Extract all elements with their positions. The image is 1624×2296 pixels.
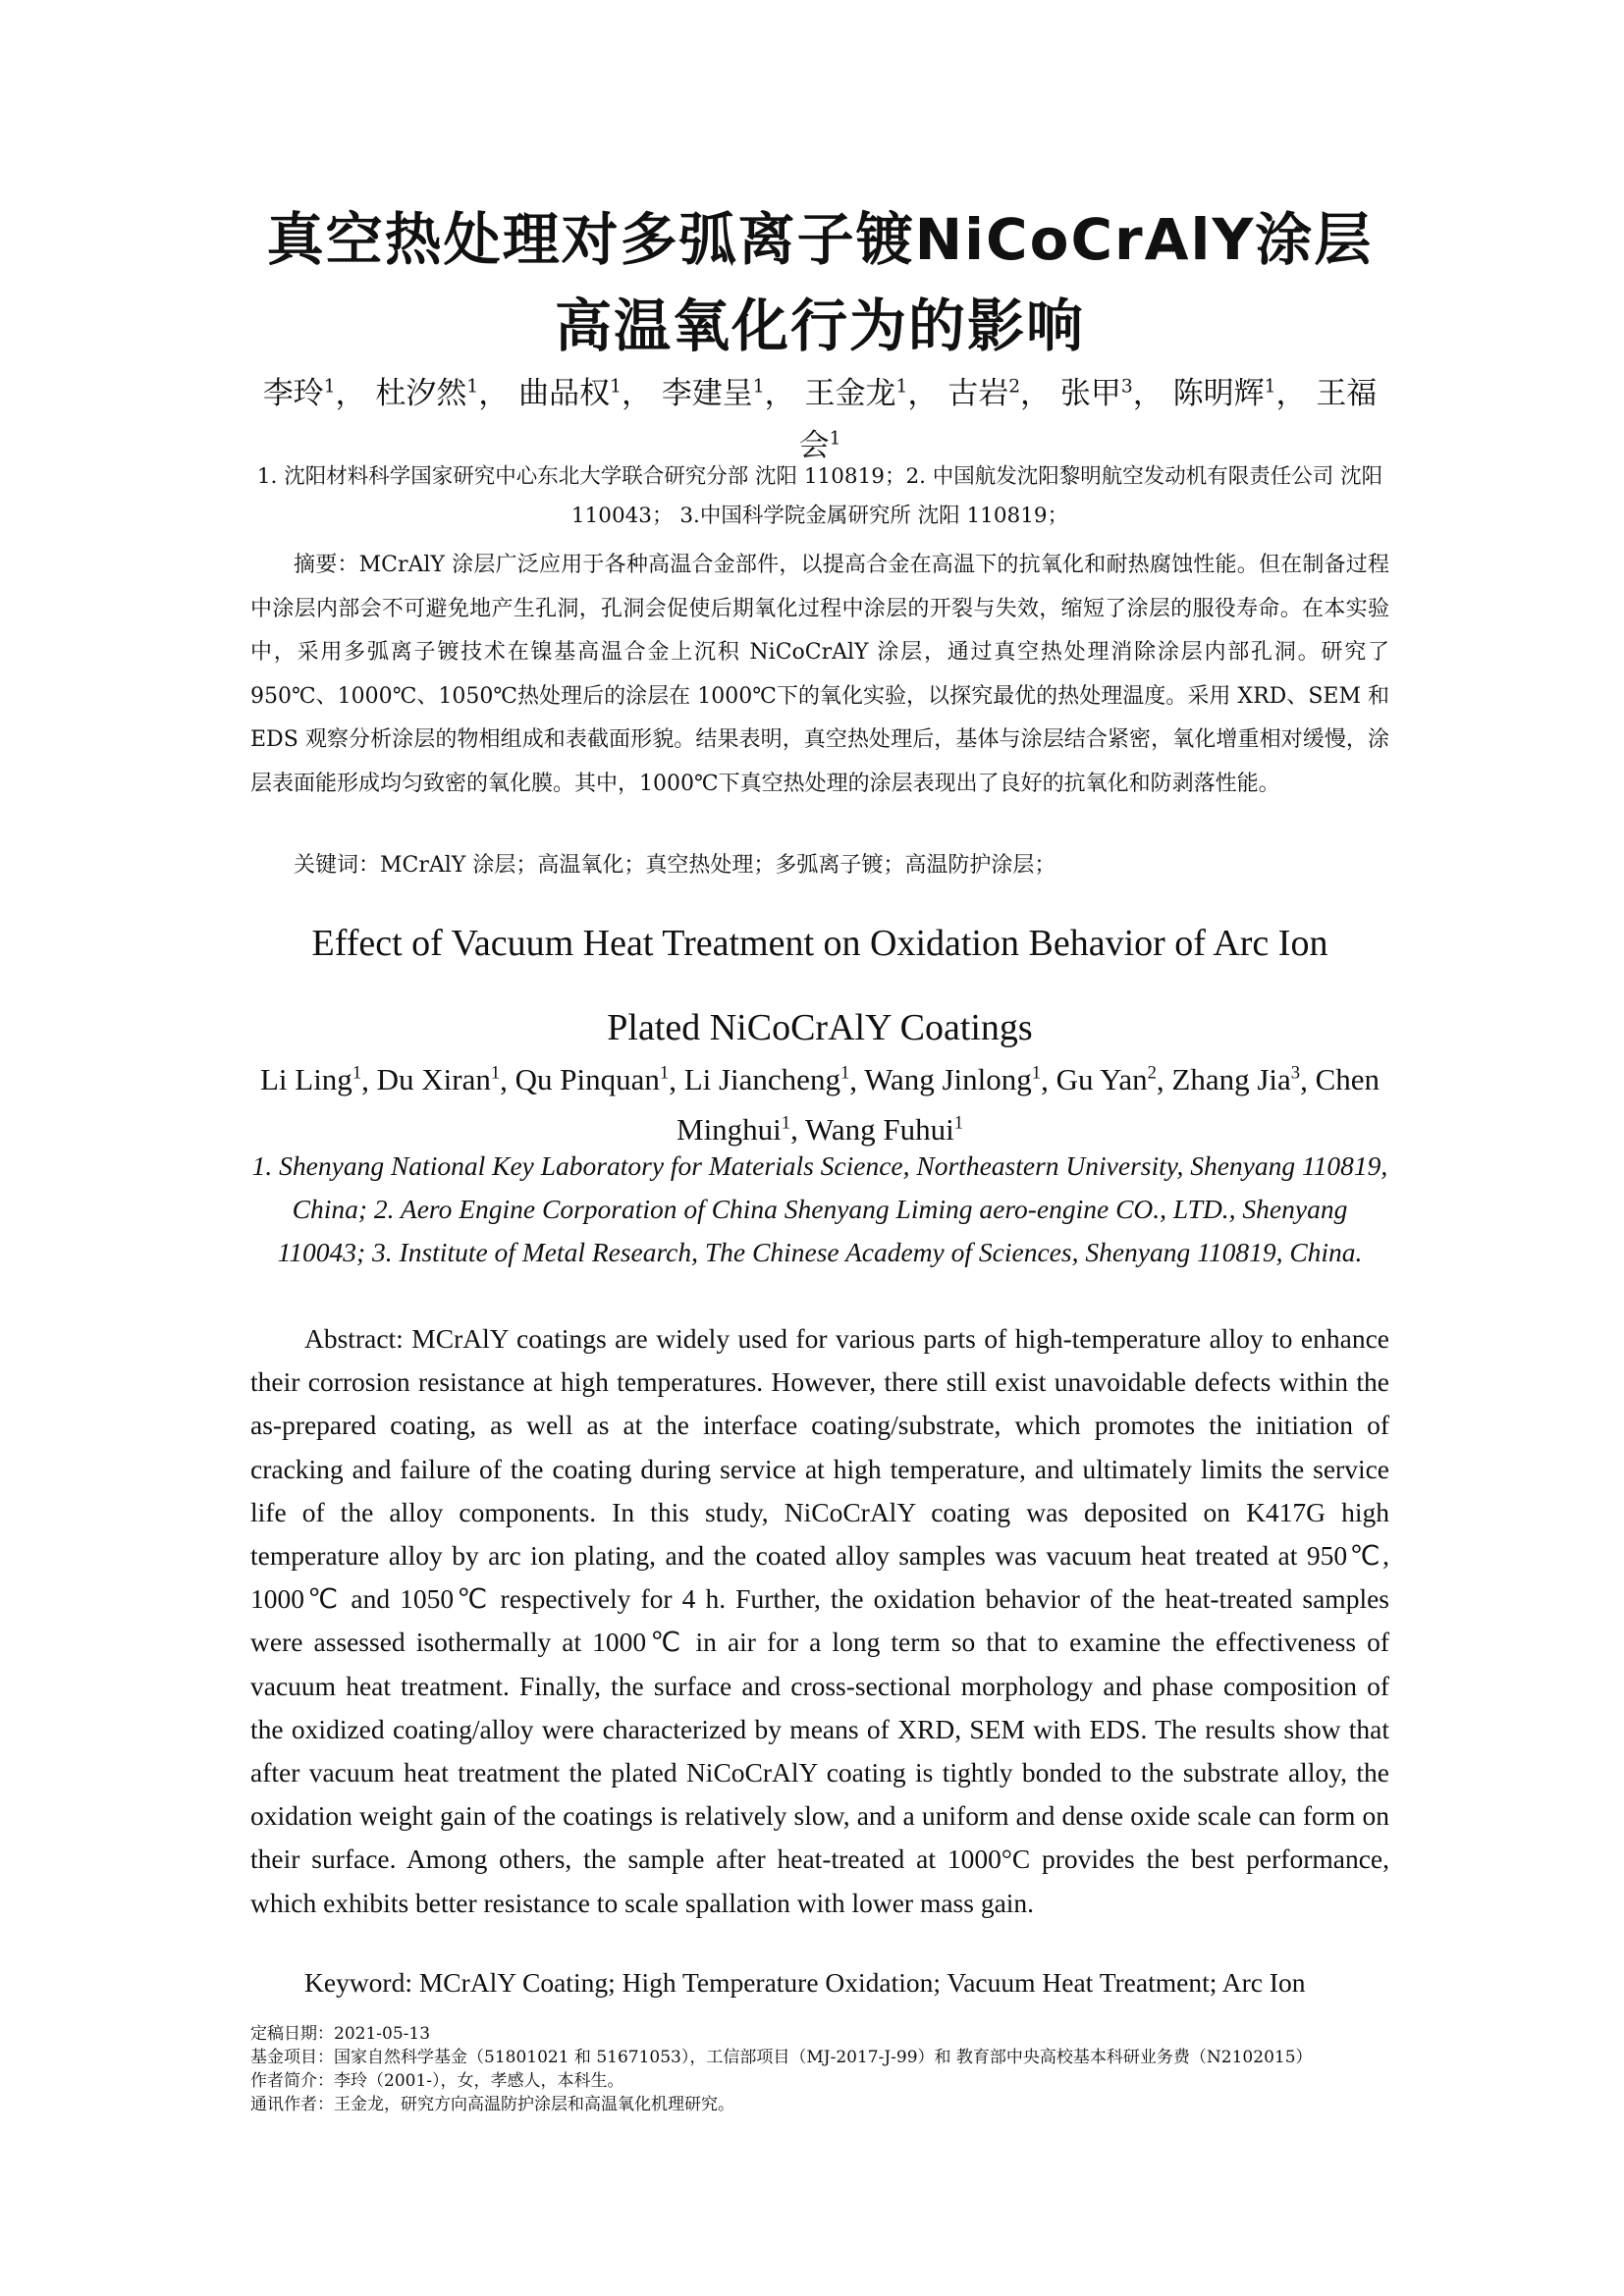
english-keywords: Keyword: MCrAlY Coating; High Temperature Oxidation; Vacuum Heat Treatment; Arc Ion — [304, 1967, 1306, 1998]
english-author-affiliation-mark: 1 — [490, 1063, 501, 1084]
chinese-author-affiliation-mark: 1 — [1264, 377, 1276, 398]
chinese-affiliations: 1. 沈阳材料科学国家研究中心东北大学联合研究分部 沈阳 110819；2. 中国航发沈阳黎明航空发动机有限责任公司 沈阳 110043； 3.中国科学院金属研究所 沈阳 110819； — [256, 464, 1383, 528]
chinese-author-name: 古岩 — [947, 376, 1009, 412]
english-author-name: Zhang Jia — [1171, 1062, 1291, 1097]
english-author-affiliation-mark: 1 — [781, 1112, 791, 1134]
english-author-name: Chen Minghui — [677, 1062, 1380, 1147]
english-author-affiliation-mark: 1 — [1031, 1063, 1042, 1084]
english-author — [684, 1062, 850, 1096]
english-author-name: Li Jiancheng — [683, 1062, 840, 1097]
chinese-author — [805, 376, 908, 411]
chinese-author — [263, 376, 336, 411]
chinese-author-name: 李建呈 — [661, 376, 753, 412]
english-author-affiliation-mark: 1 — [953, 1112, 963, 1134]
chinese-author — [1173, 376, 1276, 411]
english-author — [805, 1112, 963, 1147]
chinese-abstract: 摘要：MCrAlY 涂层广泛应用于各种高温合金部件，以提高合金在高温下的抗氧化和耐热腐蚀性能。但在制备过程中涂层内部会不可避免地产生孔洞，孔洞会促使后期氧化过程中涂层的开裂与失效，缩短了涂层的服役寿命。在本实验中，采用多弧离子镀技术在镍基高温合金上沉积 NiCoCrAlY 涂层，通过真空热处理消除涂层内部孔洞。研究了 950℃、1000℃、1050℃热处理后的涂层在 1000℃下的氧化实验，以探究最优的热处理温度。采用 XRD、SEM 和 EDS 观察分析涂层的物相组成和表截面形貌。结果表明，真空热处理后，基体与涂层结合紧密，氧化增重相对缓慢，涂层表面能形成均匀致密的氧化膜。其中，1000℃下真空热处理的涂层表现出了良好的抗氧化和防剥落性能。 — [250, 553, 1389, 796]
chinese-keywords: 关键词：MCrAlY 涂层；高温氧化；真空热处理；多弧离子镀；高温防护涂层； — [294, 853, 1056, 878]
english-author-name: Gu Yan — [1056, 1062, 1148, 1097]
chinese-author-affiliation-mark: 1 — [323, 377, 336, 398]
chinese-author-name: 李玲 — [262, 376, 324, 412]
english-abstract: Abstract: MCrAlY coatings are widely used for various parts of high-temperature alloy to enhance their corrosion resistance at high temperatures. However, there still exist unavoidable defects within the as-prepared coating, as well as at the interface coating/substrate, which promotes the initiation of cracking and failure of the coating during service at high temperature, and ultimately limits the service life of the alloy components. In this study, NiCoCrAlY coating was deposited on K417G high temperature alloy by arc ion plating, and the coated alloy samples was vacuum heat treated at 950℃, 1000℃ and 1050℃ respectively for 4 h. Further, the oxidation behavior of the heat-treated samples were assessed isothermally at 1000℃ in air for a long term so that to examine the effectiveness of vacuum heat treatment. Finally, the surface and cross-sectional morphology and phase composition of the oxidized coating/alloy were characterized by means of XRD, SEM with EDS. The results show that after vacuum heat treatment the plated NiCoCrAlY coating is tightly bonded to the substrate alloy, the oxidation weight gain of the coatings is relatively slow, and a uniform and dense oxide scale can form on their surface. Among others, the sample after heat-treated at 1000°C provides the best performance, which exhibits better resistance to scale spallation with lower mass gain. — [250, 1323, 1389, 1918]
chinese-author-affiliation-mark: 3 — [1120, 377, 1133, 398]
chinese-author-name: 王金龙 — [804, 376, 896, 412]
english-author — [515, 1062, 670, 1096]
chinese-author — [518, 376, 622, 411]
english-title-line-1: Effect of Vacuum Heat Treatment on Oxidation Behavior of Arc Ion — [311, 923, 1328, 964]
english-author-affiliation-mark: 1 — [659, 1063, 670, 1084]
chinese-author — [947, 376, 1020, 411]
english-author-affiliation-mark: 1 — [352, 1063, 362, 1084]
english-author-name: Qu Pinquan — [514, 1062, 660, 1097]
english-author — [377, 1062, 501, 1096]
chinese-author-name: 陈明辉 — [1172, 376, 1265, 412]
english-author — [1171, 1062, 1300, 1096]
chinese-author — [662, 376, 765, 411]
chinese-author-affiliation-mark: 2 — [1008, 377, 1021, 398]
footnotes — [250, 2022, 1389, 2116]
english-affiliations: 1. Shenyang National Key Laboratory for Materials Science, Northeastern University, Shenyang 110819, China; 2. Aero Engine Corporation of China Shenyang Liming aero-engine CO., LTD., Shenyang 110043; 3. Institute of Metal Research, The Chinese Academy of Sciences, Shenyang 110819, China. — [251, 1150, 1388, 1267]
english-title — [250, 901, 1389, 1070]
footnote-corresponding-author: 通讯作者：王金龙，研究方向高温防护涂层和高温氧化机理研究。 — [250, 2095, 734, 2114]
english-author-affiliation-mark: 1 — [839, 1063, 850, 1084]
english-author-affiliation-mark: 3 — [1290, 1063, 1301, 1084]
chinese-author-affiliation-mark: 1 — [829, 428, 841, 450]
english-author-name: Wang Fuhui — [805, 1111, 954, 1147]
english-author-name: Du Xiran — [376, 1062, 491, 1097]
chinese-author-name: 曲品权 — [518, 376, 611, 412]
english-author — [864, 1062, 1041, 1096]
footnote-author-bio: 作者简介：李玲（2001-），女，孝感人，本科生。 — [250, 2071, 624, 2091]
chinese-author — [375, 376, 478, 411]
chinese-author-affiliation-mark: 1 — [752, 377, 765, 398]
footnote-funding: 基金项目：国家自然科学基金（51801021 和 51671053），工信部项目（MJ-2017-J-99）和 教育部中央高校基本科研业务费（N2102015） — [250, 2048, 1313, 2067]
chinese-author-name: 王福会 — [798, 376, 1378, 463]
chinese-author — [1060, 376, 1133, 411]
english-author-name: Wang Jinlong — [864, 1062, 1032, 1097]
chinese-author-list: 李玲$^1$， 杜汐然$^1$， 曲品权$^1$， 李建呈$^1$， 王金龙$^1$， 古岩$^2$， 张甲$^3$， 陈明辉$^1$， 王福会$^1$ — [262, 376, 1378, 463]
english-author-name: Li Ling — [259, 1062, 352, 1097]
english-author — [1056, 1062, 1157, 1096]
english-author — [260, 1062, 361, 1096]
chinese-author-name: 张甲 — [1059, 376, 1121, 412]
chinese-author-name: 杜汐然 — [375, 376, 467, 412]
english-author-list: Li Ling$^1$, Du Xiran$^1$, Qu Pinquan$^1$, Li Jiancheng$^1$, Wang Jinlong$^1$, Gu Yan$^2$, Zhang Jia$^3$, Chen Minghui$^1$, Wang Fuhui$^1$ — [259, 1062, 1380, 1147]
english-title-line-2: Plated NiCoCrAlY Coatings — [607, 1007, 1033, 1048]
chinese-title: 真空热处理对多弧离子镀NiCoCrAlY涂层高温氧化行为的影响 — [266, 206, 1374, 359]
footnote-received-date: 定稿日期：2021-05-13 — [250, 2024, 431, 2044]
chinese-author-affiliation-mark: 1 — [895, 377, 908, 398]
chinese-author-affiliation-mark: 1 — [466, 377, 479, 398]
english-author-affiliation-mark: 2 — [1147, 1063, 1157, 1084]
chinese-author-affiliation-mark: 1 — [610, 377, 622, 398]
